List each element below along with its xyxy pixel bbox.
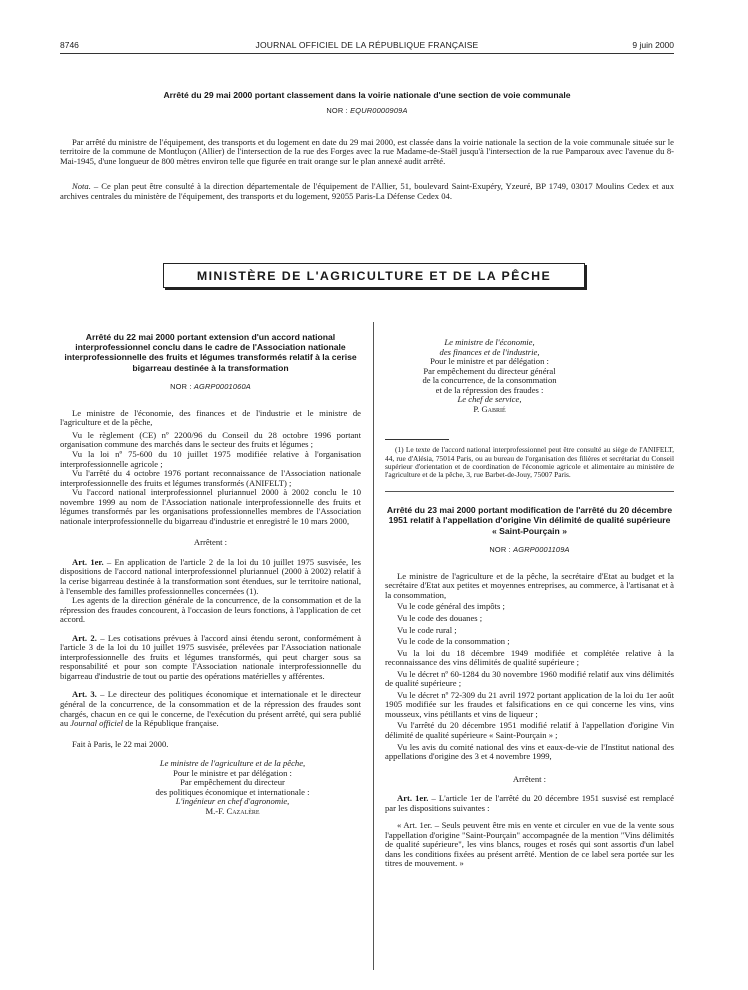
paragraph: Vu la loi nº 75-600 du 10 juillet 1975 modifiée relative à l'organisation interprofessionnelle agricole ;	[60, 449, 361, 469]
article-label: Art. 3.	[72, 689, 97, 700]
article-1	[385, 794, 674, 813]
right-signature-block	[385, 338, 674, 414]
signature-line: des politiques économique et internationale :	[155, 786, 310, 797]
top-arrete-title: Arrêté du 29 mai 2000 portant classement dans la voirie nationale d'une section de voie communale	[163, 90, 571, 100]
top-arrete-nor	[60, 106, 674, 116]
paragraph: Vu l'accord national interprofessionnel pluriannuel 2000 à 2002 conclu le 10 novembre 1999 au nom de l'Association nationale interprofessionnelle des fruits et légumes transformés par les organisations professionnelles membres de l'Association nationale interprofessionnelle du bigarreau d'industrie et enregistré le 10 mars 2000,	[60, 487, 361, 526]
visa: Vu le code rural ;	[397, 624, 457, 635]
signature-line: de la concurrence, de la consommation	[422, 375, 557, 386]
top-arrete-nota	[60, 182, 674, 201]
article-text: – L'article 1er de l'arrêté du 20 décembre 1951 susvisé est remplacé par les dispositions suivantes :	[385, 793, 674, 813]
column-divider	[373, 322, 374, 970]
nor-code: AGRP0001109A	[513, 544, 570, 554]
paragraph: Le ministre de l'agriculture et de la pêche, la secrétaire d'Etat au budget et la secrétaire d'Etat aux petites et moyennes entreprises, au commerce, à l'artisanat et à la consommation,	[385, 570, 674, 600]
article-text: – Le directeur des politiques économique et internationale et le directeur général de la concurrence, de la consommation et de la répression des fraudes sont chargés, chacun en ce qui le concerne, de l'exécution du présent arrêté, qui sera publié au	[60, 689, 361, 729]
signature-text: Le ministre de l'économie,	[444, 337, 535, 347]
paragraph: Le ministre de l'économie, des finances et de l'industrie et le ministre de l'agriculture et de la pêche,	[60, 407, 361, 428]
signature-line: Par empêchement du directeur	[180, 777, 285, 788]
visa: Vu la loi du 18 décembre 1949 modifiée et complétée relative à la reconnaissance des vins délimités de qualité supérieure ;	[385, 647, 674, 668]
right-arrete-nor	[385, 545, 674, 554]
quoted-article: « Art. 1er. – Seuls peuvent être mis en vente et circuler en vue de la vente sous l'appellation d'origine "Saint-Pourçain" accompagnée de la mention "Vins délimités de qualité supérieure", les vins blancs, rouges et rosés qui sont assortis d'un label dans les conditions fixées au présent arrêté. Mention de ce label sera portée sur les titres de mouvement. »	[385, 820, 674, 869]
visa: Vu le décret nº 72-309 du 21 avril 1972 portant application de la loi du 1er août 1905 modifiée sur les fraudes et falsifications en ce qui concerne les vins, vins mousseux, vins pétillants et vins de liqueur ;	[385, 689, 674, 719]
visa: Vu l'arrêté du 20 décembre 1951 modifié relatif à l'appellation d'origine Vin délimité de qualité supérieure « Saint-Pourçain » ;	[385, 720, 674, 740]
paragraph: Les agents de la direction générale de la concurrence, de la consommation et de la répression des fraudes concourent, à l'occasion de leurs fonctions, à l'application de cet accord.	[60, 595, 361, 625]
visa: Vu le code des douanes ;	[397, 612, 483, 623]
article-text: – Les cotisations prévues à l'accord ainsi étendu seront, conformément à l'article 3 de la loi du 10 juillet 1975 susvisée, prélevées par l'Association nationale interprofessionnelle des fruits et légumes transformés, qui peut charger sous sa responsabilité et pour son compte l'Association nationale interprofessionnelle du bigarreau d'industrie de tout ou partie des opérations matérielles y afférentes.	[60, 632, 362, 681]
arretent-heading: Arrêtent :	[512, 773, 547, 784]
visa: Vu le code général des impôts ;	[397, 601, 505, 612]
right-arrete-body	[385, 572, 674, 869]
left-arrete-body	[60, 409, 361, 817]
signature-line: Pour le ministre et par délégation :	[173, 767, 292, 778]
nor-code: EQUR0000909A	[350, 106, 408, 116]
article-label: Art. 2.	[72, 632, 97, 643]
nor-label: NOR :	[170, 381, 192, 391]
ministry-heading: MINISTÈRE DE L'AGRICULTURE ET DE LA PÊCHE	[163, 263, 585, 288]
article-2	[60, 634, 361, 682]
article-text-end: de la République française.	[123, 718, 219, 729]
signatory-name: M.-F. Cazalère	[205, 805, 260, 816]
left-signature-block	[60, 759, 361, 816]
footnote: (1) Le texte de l'accord national interprofessionnel peut être consulté au siège de l'ANIFELT, 44, rue d'Alésia, 75014 Paris, ou au bureau de l'organisation des filières et secrétariat du Conseil supérieur d'orientation et de coordination de l'économie agricole et alimentaire au ministère de l'agriculture et de la pêche, 3, rue Barbet-de-Jouy, 75007 Paris.	[385, 445, 674, 479]
journal-title: JOURNAL OFFICIEL DE LA RÉPUBLIQUE FRANÇAISE	[255, 40, 479, 50]
nota-text: – Ce plan peut être consulté à la direction départementale de l'équipement de l'Allier, 51, boulevard Saint-Exupéry, Yzeuré, BP 1749, 03017 Moulins Cedex et aux archives centrales du ministère de l'équipement, des transports et du logement, 92055 Paris-La Défense Cedex 04.	[60, 181, 674, 201]
article-1	[60, 558, 361, 596]
signature-text: Le ministre de l'agriculture et de la pêche,	[159, 758, 306, 769]
page-number: 8746	[60, 40, 79, 50]
paragraph: Vu l'arrêté du 4 octobre 1976 portant reconnaissance de l'Association nationale interprofessionnelle des fruits et légumes transformés (ANIFELT) ;	[60, 468, 361, 488]
article-text: – En application de l'article 2 de la loi du 10 juillet 1975 susvisée, les dispositions de l'accord national interprofessionnel pluriannuel (2000 à 2002) relatif à la cerise bigarreau destinée à la transformation sont étendues, sur le territoire national, à l'ensemble des familles professionnelles concernées (1).	[60, 556, 361, 596]
top-arrete-body: Par arrêté du ministre de l'équipement, des transports et du logement en date du 29 mai 2000, est classée dans la voirie nationale la section de la voie communale située sur le territoire de la commune de Montluçon (Allier) de l'intersection de la rue des Forges avec la rue Madame-de-Staël jusqu'à l'intersection de la rue Pamparoux avec l'avenue du 8-Mai-1945, d'une longueur de 800 mètres environ telle que figurée en trait orange sur le plan annexé audit arrêté.	[60, 136, 674, 166]
signature-text: Le chef de service,	[457, 394, 522, 405]
paragraph: Vu le règlement (CE) nº 2200/96 du Conseil du 28 octobre 1996 portant organisation commune des marchés dans le secteur des fruits et légumes ;	[60, 429, 361, 450]
top-arrete	[60, 90, 674, 201]
right-column	[385, 338, 674, 869]
visa: Vu le décret nº 60-1284 du 30 novembre 1960 modifié relatif aux vins délimités de qualité supérieure ;	[385, 668, 674, 689]
right-arrete-title: Arrêté du 23 mai 2000 portant modification de l'arrêté du 20 décembre 1951 relatif à l'appellation d'origine Vin délimité de qualité supérieure « Saint-Pourçain »	[386, 505, 673, 536]
article-label: Art. 1er.	[397, 793, 429, 804]
article-label: Art. 1er.	[72, 556, 104, 567]
issue-date: 9 juin 2000	[632, 40, 674, 50]
fait-a-paris: Fait à Paris, le 22 mai 2000.	[72, 738, 169, 749]
nor-code: AGRP0001060A	[193, 381, 251, 391]
running-header	[60, 40, 674, 52]
left-arrete-title: Arrêté du 22 mai 2000 portant extension d'un accord national interprofessionnel conclu dans le cadre de l'Association nationale interprofessionnelle des fruits et légumes transformés relatif à la cerise bigarreau destinée à la transformation	[64, 332, 357, 373]
left-arrete-nor	[60, 382, 361, 391]
section-rule	[385, 491, 674, 492]
left-column	[60, 332, 361, 817]
arretent-heading: Arrêtent :	[193, 537, 228, 548]
visa: Vu les avis du comité national des vins et eaux-de-vie de l'Institut national des appellations d'origine des 3 et 4 novembre 1999,	[385, 741, 674, 762]
journal-officiel-ref: Journal officiel	[70, 718, 124, 729]
article-3	[60, 690, 361, 728]
signature-text: des finances et de l'industrie,	[439, 346, 540, 357]
nor-label: NOR :	[489, 544, 511, 554]
footnote-rule	[385, 439, 449, 440]
visa: Vu le code de la consommation ;	[397, 636, 510, 647]
signatory-name: P. Gabrié	[473, 403, 506, 414]
header-rule	[60, 53, 674, 54]
nor-label: NOR :	[326, 106, 348, 116]
signature-line: et de la répression des fraudes :	[435, 384, 544, 395]
signature-line: Par empêchement du directeur général	[423, 365, 556, 376]
nota-label: Nota.	[72, 181, 91, 192]
signature-text: L'ingénieur en chef d'agronomie,	[175, 796, 290, 807]
signature-line: Pour le ministre et par délégation :	[430, 356, 549, 367]
